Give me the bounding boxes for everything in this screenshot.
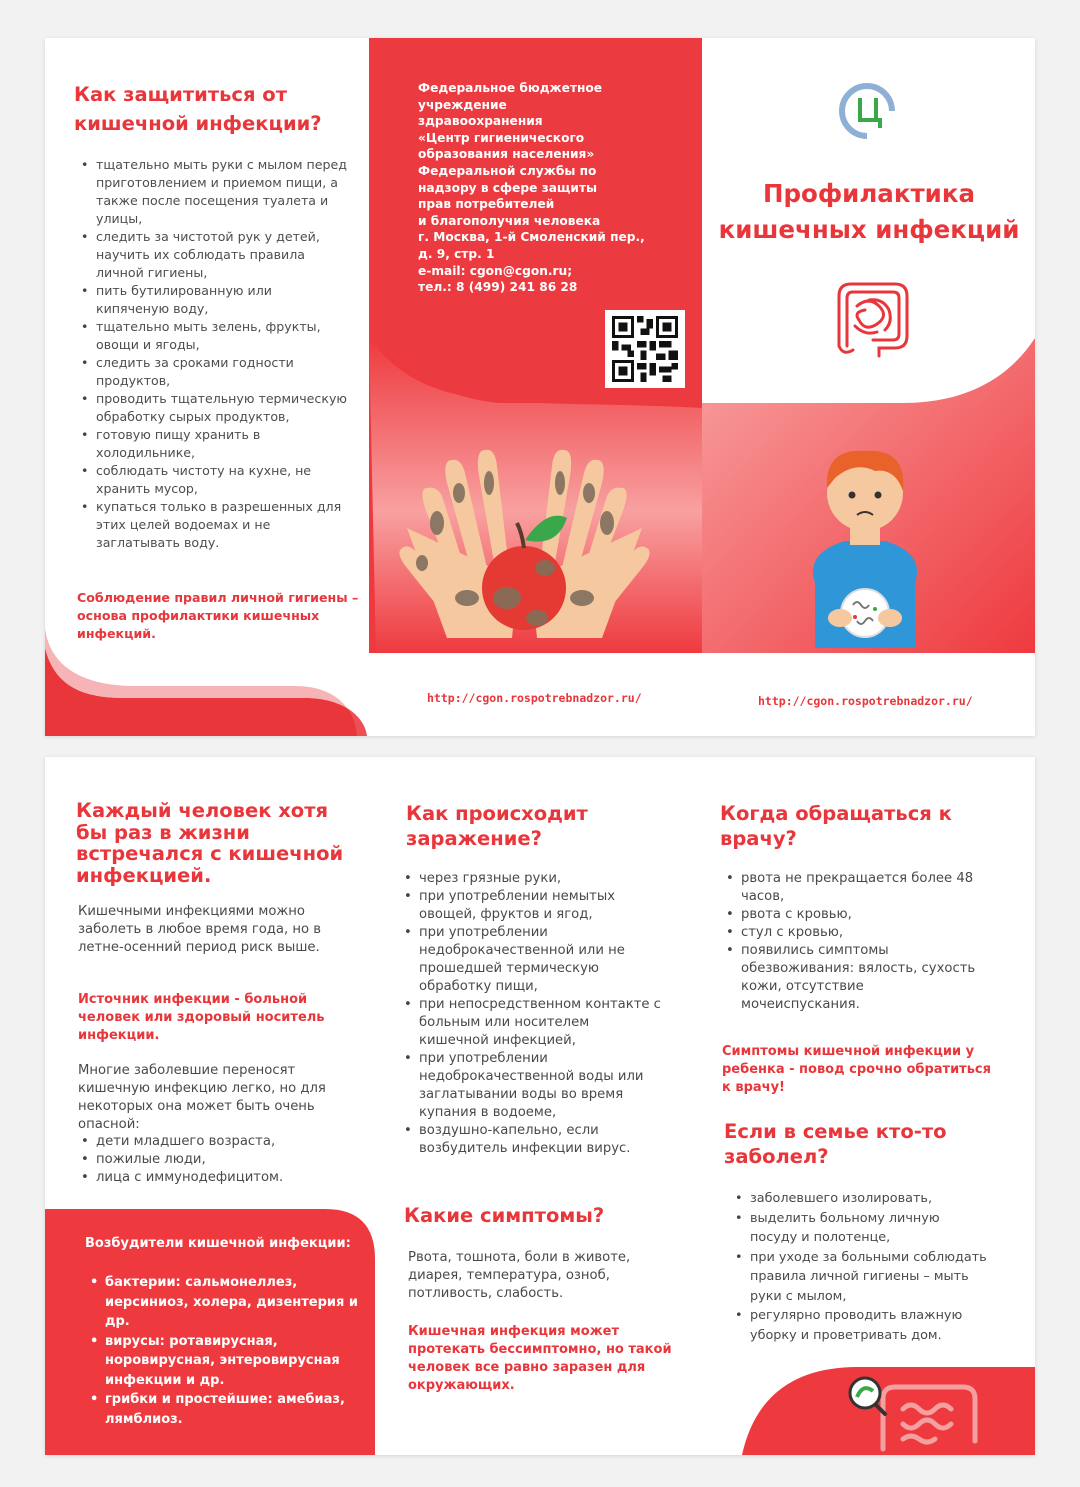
info-line: надзору в сфере защиты bbox=[418, 180, 598, 195]
intestine-magnifier-icon bbox=[843, 1369, 993, 1455]
brochure-inner-sheet bbox=[45, 757, 1035, 1455]
list-item: • пить бутилированную или кипяченую воду, bbox=[79, 282, 349, 318]
list-item: • воздушно-капельно, если возбудитель инфекции вирус. bbox=[402, 1122, 662, 1158]
list-item: • появились симптомы обезвоживания: вялость, сухость кожи, отсутствие мочеиспускания. bbox=[724, 942, 984, 1014]
qr-code-icon[interactable] bbox=[605, 310, 685, 388]
everyone-title: Каждый человек хотя бы раз в жизни встречался с кишечной инфекцией. bbox=[76, 799, 344, 887]
info-line: учреждение bbox=[418, 97, 507, 112]
list-item: • пожилые люди, bbox=[79, 1151, 349, 1169]
cgon-logo-icon bbox=[838, 82, 896, 140]
dirty-hands-apple-icon bbox=[397, 448, 652, 648]
list-item: • купаться только в разрешенных для этих целей водоемах и не заглатывать воду. bbox=[79, 498, 349, 552]
title-line: кишечных инфекций bbox=[718, 215, 1020, 244]
list-item: • при уходе за больными соблюдать правила личной гигиены – мыть руки с мылом, bbox=[733, 1248, 988, 1307]
brochure-outer-sheet bbox=[45, 38, 1035, 736]
symptoms-title: Какие симптомы? bbox=[404, 1204, 605, 1227]
list-item: • бактерии: сальмонеллез, иерсиниоз, холера, дизентерия и др. bbox=[88, 1273, 368, 1332]
family-list bbox=[733, 1189, 988, 1345]
info-line: образования населения» bbox=[418, 147, 595, 162]
info-line: г. Москва, 1-й Смоленский пер., bbox=[418, 230, 645, 245]
list-item: • при употреблении недоброкачественной или не прошедшей термическую обработку пищи, bbox=[402, 924, 662, 996]
pathogens-title: Возбудители кишечной инфекции: bbox=[85, 1236, 351, 1251]
list-item: • регулярно проводить влажную уборку и проветривать дом. bbox=[733, 1306, 988, 1345]
list-item: • рвота с кровью, bbox=[724, 906, 984, 924]
risk-group-list bbox=[79, 1133, 349, 1187]
info-line: д. 9, стр. 1 bbox=[418, 246, 495, 261]
info-line: прав потребителей bbox=[418, 197, 555, 212]
organization-info bbox=[418, 80, 678, 296]
title-line: Профилактика bbox=[763, 179, 975, 208]
list-item: • стул с кровью, bbox=[724, 924, 984, 942]
list-item: • при непосредственном контакте с больным или носителем кишечной инфекцией, bbox=[402, 996, 662, 1050]
list-item: • соблюдать чистоту на кухне, не хранить мусор, bbox=[79, 462, 349, 498]
protection-title: Как защититься от кишечной инфекции? bbox=[74, 83, 322, 135]
protection-list bbox=[79, 156, 349, 552]
info-email[interactable]: e-mail: cgon@cgon.ru; bbox=[418, 263, 573, 278]
list-item: • при употреблении недоброкачественной воды или заглатывании воды во время купания в водоеме, bbox=[402, 1050, 662, 1122]
doctor-title: Когда обращаться к врачу? bbox=[720, 802, 952, 850]
list-item: • следить за сроками годности продуктов, bbox=[79, 354, 349, 390]
list-item: • вирусы: ротавирусная, норовирусная, энтеровирусная инфекции и др. bbox=[88, 1332, 368, 1391]
list-item: • рвота не прекращается более 48 часов, bbox=[724, 870, 984, 906]
asymptomatic-note: Кишечная инфекция может протекать бессимптомно, но такой человек все равно заразен для окружающих. bbox=[408, 1324, 672, 1393]
transmission-title: Как происходит заражение? bbox=[406, 802, 588, 850]
list-item: • при употреблении немытых овощей, фруктов и ягод, bbox=[402, 888, 662, 924]
list-item: • выделить больному личную посуду и полотенце, bbox=[733, 1209, 988, 1248]
list-item: • тщательно мыть зелень, фрукты, овощи и ягоды, bbox=[79, 318, 349, 354]
website-link[interactable]: http://cgon.rospotrebnadzor.ru/ bbox=[427, 691, 642, 705]
brochure-title bbox=[703, 176, 1035, 248]
list-item: • следить за чистотой рук у детей, научить их соблюдать правила личной гигиены, bbox=[79, 228, 349, 282]
list-item: • готовую пищу хранить в холодильнике, bbox=[79, 426, 349, 462]
intestine-icon bbox=[829, 276, 917, 360]
list-item: • тщательно мыть руки с мылом перед приготовлением и приемом пищи, а также после посещения туалета и улицы, bbox=[79, 156, 349, 228]
info-line: «Центр гигиенического bbox=[418, 130, 585, 145]
list-item: • лица с иммунодефицитом. bbox=[79, 1169, 349, 1187]
intro-text: Кишечными инфекциями можно заболеть в любое время года, но в летне-осенний период риск выше. bbox=[78, 904, 322, 955]
info-phone: тел.: 8 (499) 241 86 28 bbox=[418, 280, 578, 295]
symptoms-text: Рвота, тошнота, боли в животе, диарея, температура, озноб, потливость, слабость. bbox=[408, 1250, 631, 1301]
sick-child-icon bbox=[785, 433, 945, 648]
list-item: • через грязные руки, bbox=[402, 870, 662, 888]
list-item: • дети младшего возраста, bbox=[79, 1133, 349, 1151]
transmission-list bbox=[402, 870, 662, 1158]
hygiene-note: Соблюдение правил личной гигиены – основа профилактики кишечных инфекций. bbox=[77, 590, 359, 641]
danger-text: Многие заболевшие переносят кишечную инфекцию легко, но для некоторых она может быть очень опасной: bbox=[78, 1063, 326, 1132]
family-title: Если в семье кто-то заболел? bbox=[724, 1120, 947, 1168]
child-symptoms-note: Симптомы кишечной инфекции у ребенка - повод срочно обратиться к врачу! bbox=[722, 1044, 991, 1095]
decorative-wave bbox=[45, 628, 375, 736]
pathogens-list bbox=[88, 1273, 368, 1429]
doctor-list bbox=[724, 870, 984, 1014]
info-line: Федеральной службы по bbox=[418, 163, 597, 178]
info-line: Федеральное бюджетное bbox=[418, 81, 603, 95]
list-item: • проводить тщательную термическую обработку сырых продуктов, bbox=[79, 390, 349, 426]
infection-source-note: Источник инфекции - больной человек или здоровый носитель инфекции. bbox=[78, 992, 325, 1043]
list-item: • грибки и простейшие: амебиаз, лямблиоз. bbox=[88, 1390, 368, 1429]
info-line: и благополучия человека bbox=[418, 213, 601, 228]
info-line: здравоохранения bbox=[418, 114, 543, 129]
list-item: • заболевшего изолировать, bbox=[733, 1189, 988, 1209]
website-link[interactable]: http://cgon.rospotrebnadzor.ru/ bbox=[758, 694, 973, 708]
